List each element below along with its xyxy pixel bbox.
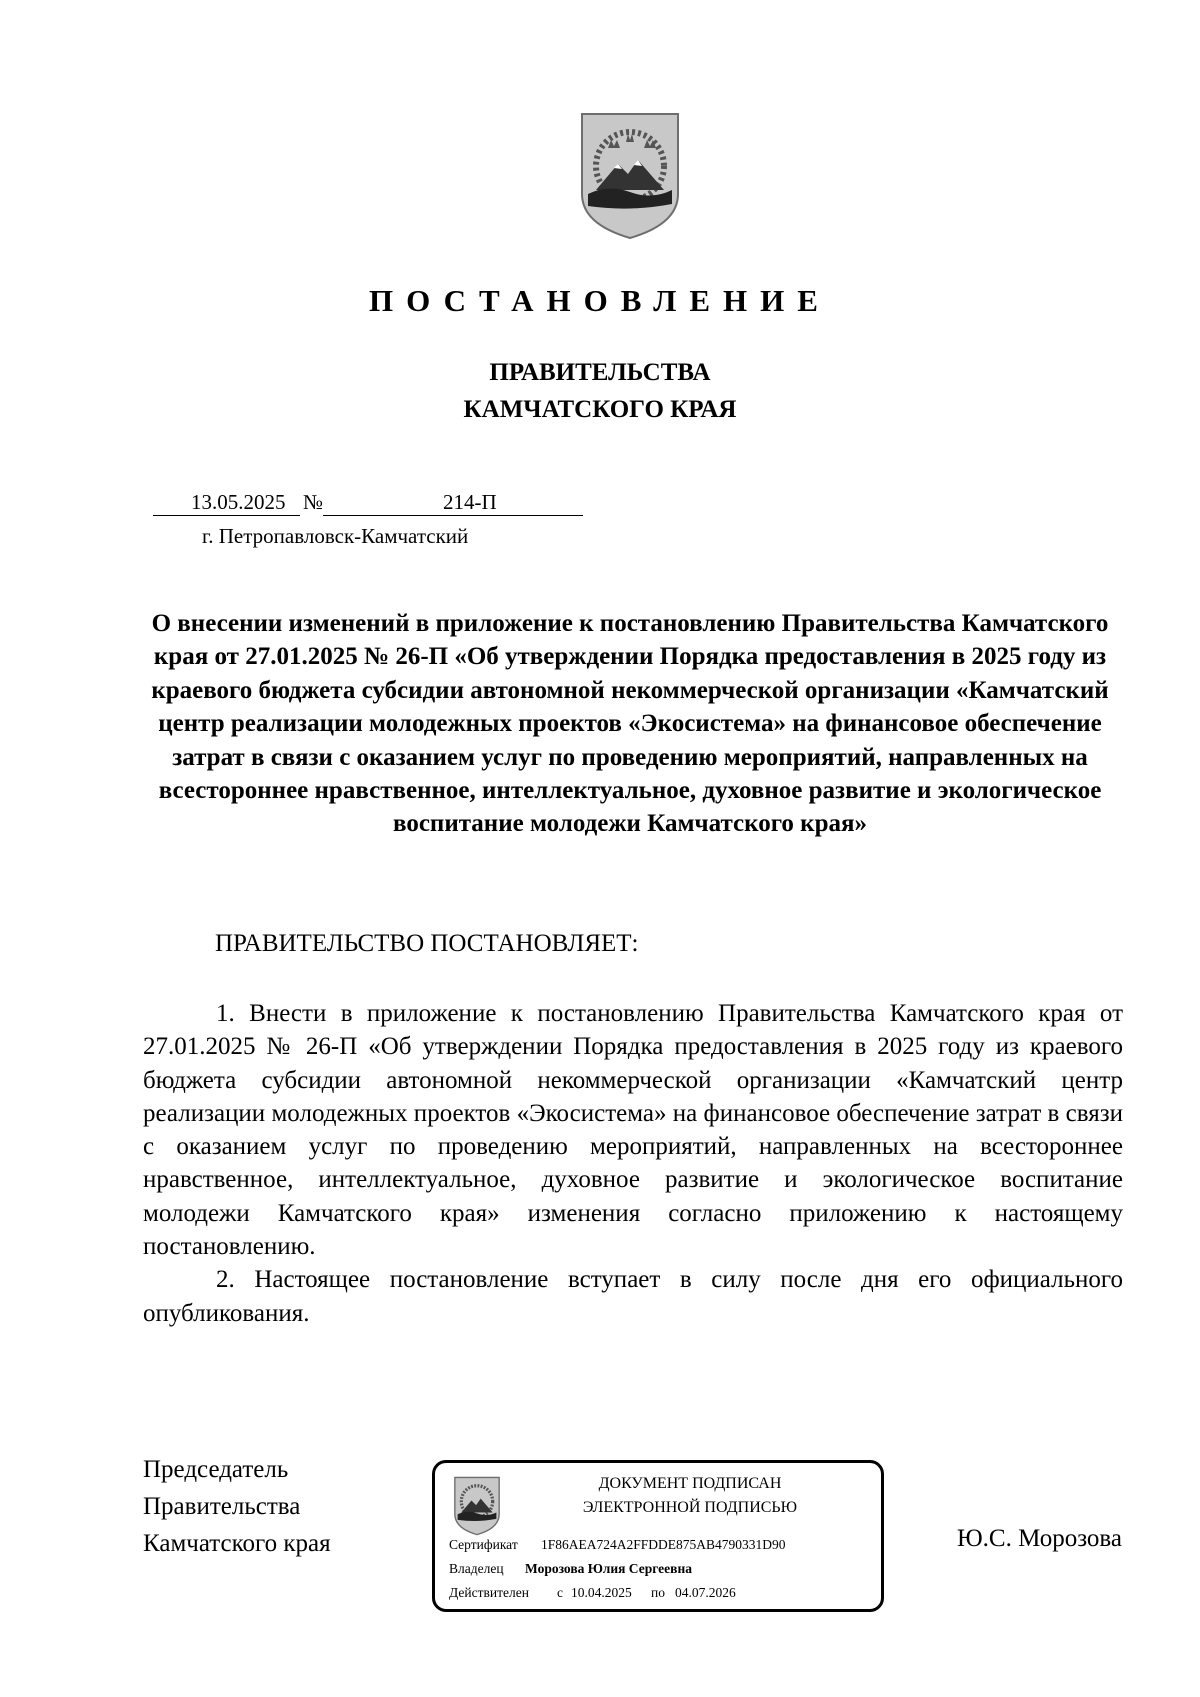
valid-to-label: по [651,1585,665,1600]
document-type: ПОСТАНОВЛЕНИЕ [369,283,831,318]
electronic-signature-stamp [432,1460,884,1612]
document-date: 13.05.2025 [191,490,286,514]
resolves-heading: ПРАВИТЕЛЬСТВО ПОСТАНОВЛЯЕТ: [215,930,639,957]
date-number-row [153,490,583,520]
coat-of-arms-icon [578,112,682,240]
signer-position-line: Председатель [143,1456,289,1483]
stamp-heading-line-1: ДОКУМЕНТ ПОДПИСАН [598,1475,782,1492]
document-number: 214-П [443,490,497,514]
owner-label: Владелец [449,1561,504,1576]
number-sign: № [303,490,324,514]
issuer [0,354,1200,428]
date-underline [153,515,300,516]
signer-position [143,1451,331,1562]
signer-position-line: Правительства [143,1493,301,1520]
city: г. Петропавловск-Камчатский [202,524,469,548]
issuer-line-1: ПРАВИТЕЛЬСТВА [489,359,711,386]
paragraph: 1. Внести в приложение к постановлению Правительства Камчатского края от 27.01.2025 № 26-П «Об утверждении Порядка предоставления в 2025 году из краевого бюджета субсидии автономной некоммерческой организации «Камчатский центр реализации молодежных проектов «Экосистема» на финансовое обеспечение затрат в связи с оказанием услуг по проведению мероприятий, направленных на всестороннее нравственное, интеллектуальное, духовное развитие и экологическое воспитание молодежи Камчатского края» изменения согласно приложению к настоящему постановлению. [143,1000,1123,1261]
signer-name: Ю.С. Морозова [956,1525,1122,1552]
owner-value: Морозова Юлия Сергеевна [525,1561,692,1576]
validity-label: Действителен [449,1585,529,1600]
paragraph: 2. Настоящее постановление вступает в силу после дня его официального опубликования. [143,1266,1123,1327]
valid-to-date: 04.07.2026 [675,1585,736,1600]
certificate-label: Сертификат [449,1537,518,1552]
document-title: О внесении изменений в приложение к постановлению Правительства Камчатского края от 27.01.2025 № 26-П «Об утверждении Порядка предоставления в 2025 году из краевого бюджета субсидии автономной некоммерческой организации «Камчатский центр реализации молодежных проектов «Экосистема» на финансовое обеспечение затрат в связи с оказанием услуг по проведению мероприятий, направленных на всестороннее нравственное, интеллектуальное, духовное развитие и экологическое воспитание молодежи Камчатского края» [151,610,1109,838]
number-underline [323,515,583,516]
signer-position-line: Камчатского края [143,1530,331,1557]
valid-from-date: 10.04.2025 [571,1585,632,1600]
valid-from-label: с [557,1585,563,1600]
stamp-heading-line-2: ЭЛЕКТРОННОЙ ПОДПИСЬЮ [582,1499,798,1516]
coat-of-arms-icon [453,1475,501,1537]
document-body [143,997,1123,1330]
issuer-line-2: КАМЧАТСКОГО КРАЯ [463,396,737,423]
certificate-value: 1F86AEA724A2FFDDE875AB4790331D90 [541,1537,786,1552]
